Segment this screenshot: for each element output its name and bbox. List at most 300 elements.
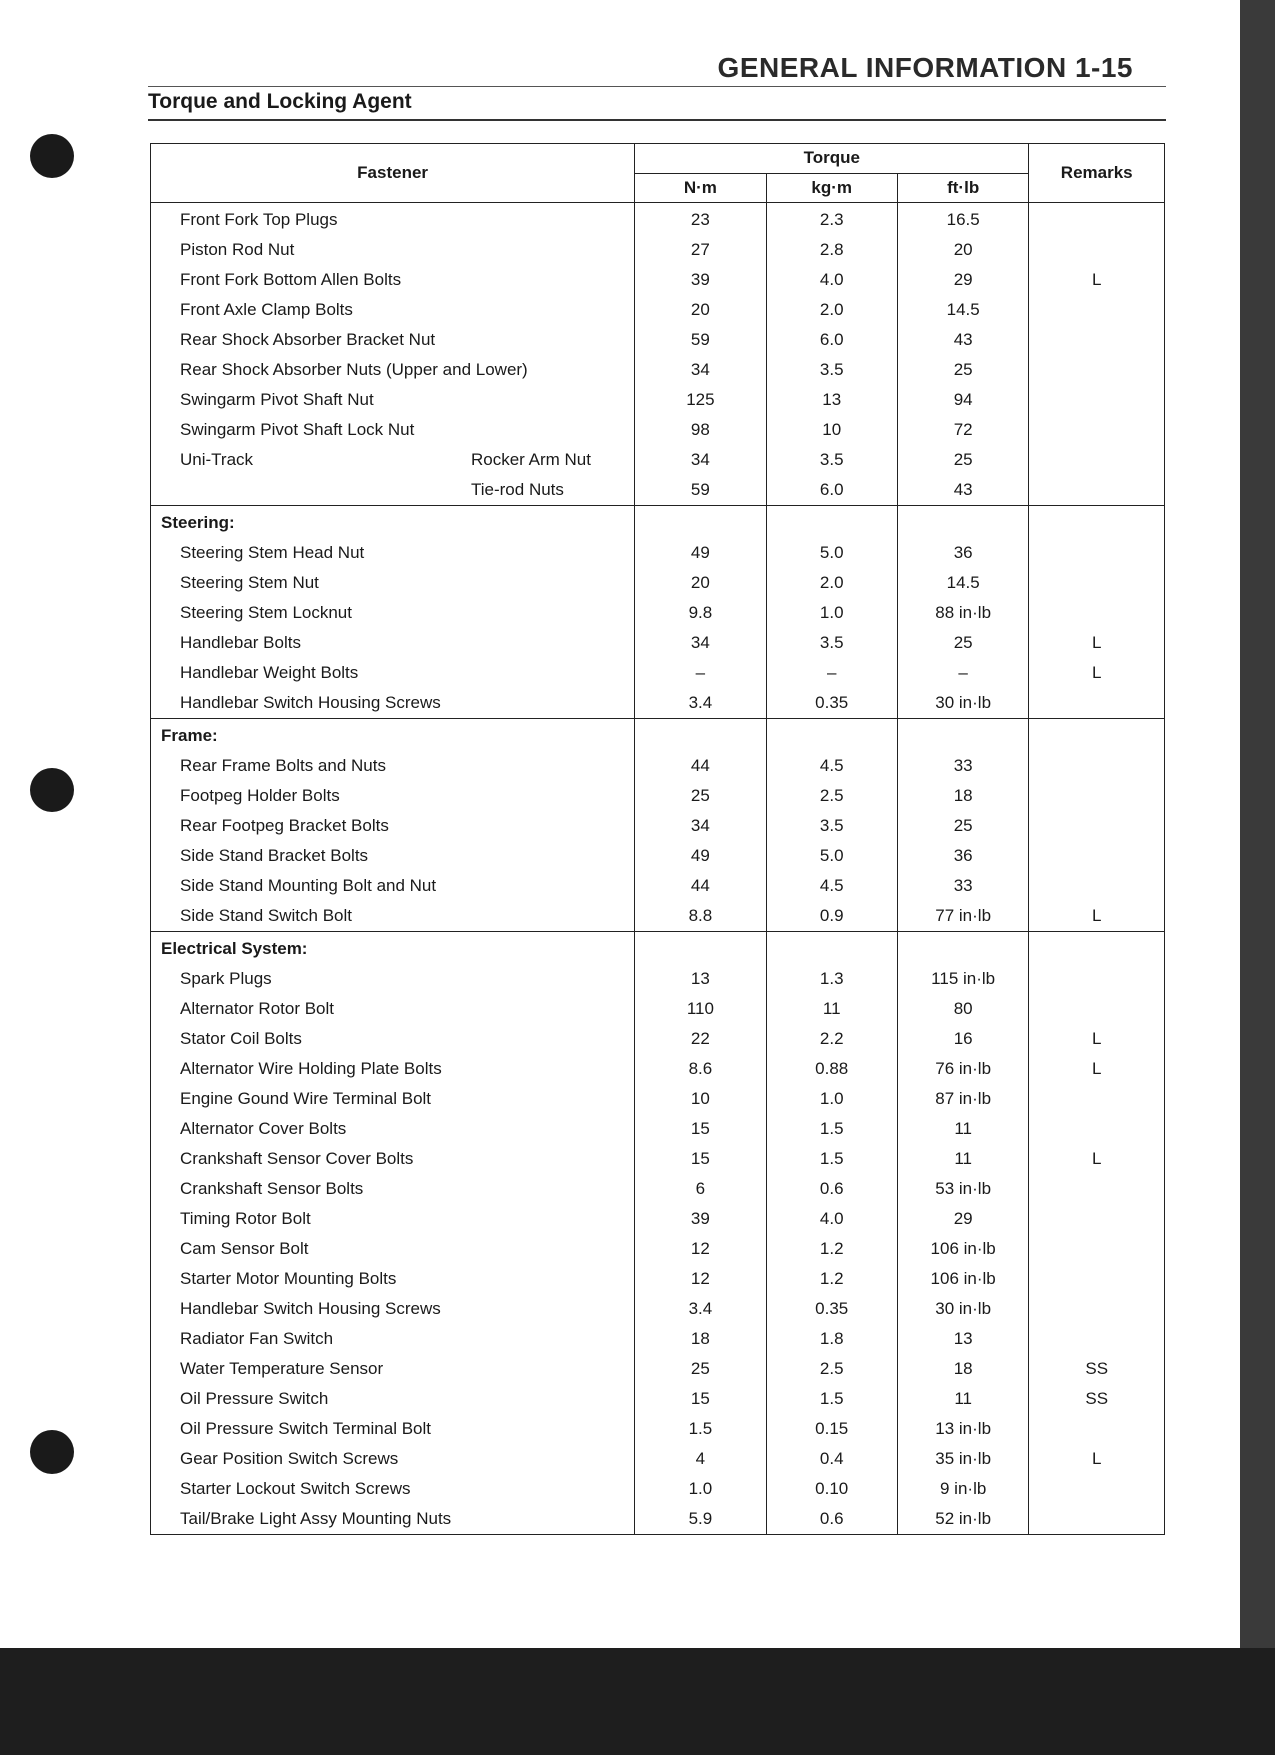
remarks-cell <box>1029 1264 1165 1294</box>
fastener-name: Gear Position Switch Screws <box>180 1449 399 1468</box>
torque-kgm-cell: 3.5 <box>766 811 897 841</box>
remarks-cell <box>1029 871 1165 901</box>
torque-kgm-cell: 2.0 <box>766 568 897 598</box>
remarks-cell <box>1029 1474 1165 1504</box>
torque-kgm-cell: 6.0 <box>766 475 897 506</box>
fastener-name: Starter Motor Mounting Bolts <box>180 1269 397 1288</box>
fastener-name: Radiator Fan Switch <box>180 1329 334 1348</box>
torque-kgm-cell: 1.5 <box>766 1384 897 1414</box>
torque-nm-cell: 34 <box>635 628 766 658</box>
torque-ftlb-cell: 14.5 <box>897 568 1029 598</box>
fastener-name: Alternator Wire Holding Plate Bolts <box>180 1059 442 1078</box>
torque-nm-cell: 20 <box>635 295 766 325</box>
fastener-name: Alternator Cover Bolts <box>180 1119 347 1138</box>
table-row <box>151 1444 1165 1474</box>
fastener-cell <box>151 265 635 295</box>
torque-kgm-cell: 1.5 <box>766 1114 897 1144</box>
fastener-name: Starter Lockout Switch Screws <box>180 1479 411 1498</box>
torque-kgm-cell: 2.5 <box>766 1354 897 1384</box>
fastener-cell <box>151 658 635 688</box>
torque-kgm-cell: 0.9 <box>766 901 897 932</box>
table-row <box>151 598 1165 628</box>
empty-cell <box>766 506 897 539</box>
torque-kgm-cell: 10 <box>766 415 897 445</box>
binder-hole <box>30 134 74 178</box>
empty-cell <box>897 719 1029 752</box>
remarks-cell: L <box>1029 658 1165 688</box>
torque-ftlb-cell: 30 in·lb <box>897 1294 1029 1324</box>
remarks-cell <box>1029 598 1165 628</box>
section-divider <box>148 119 1166 121</box>
torque-ftlb-cell: 30 in·lb <box>897 688 1029 719</box>
remarks-cell <box>1029 445 1165 475</box>
torque-kgm-cell: 4.5 <box>766 871 897 901</box>
table-row <box>151 1354 1165 1384</box>
fastener-name: Rear Shock Absorber Bracket Nut <box>180 330 436 349</box>
torque-kgm-cell: 0.35 <box>766 688 897 719</box>
torque-nm-cell: 8.8 <box>635 901 766 932</box>
fastener-name: Steering Stem Head Nut <box>180 543 365 562</box>
empty-cell <box>766 719 897 752</box>
fastener-cell <box>151 811 635 841</box>
torque-nm-cell: 59 <box>635 475 766 506</box>
torque-kgm-cell: 0.15 <box>766 1414 897 1444</box>
fastener-cell <box>151 841 635 871</box>
remarks-cell: SS <box>1029 1354 1165 1384</box>
remarks-cell <box>1029 415 1165 445</box>
torque-kgm-cell: 4.5 <box>766 751 897 781</box>
fastener-cell <box>151 598 635 628</box>
remarks-cell <box>1029 235 1165 265</box>
column-header-nm: N·m <box>635 173 766 203</box>
remarks-cell <box>1029 568 1165 598</box>
torque-ftlb-cell: 25 <box>897 628 1029 658</box>
fastener-name: Front Fork Bottom Allen Bolts <box>180 270 402 289</box>
torque-ftlb-cell: 94 <box>897 385 1029 415</box>
fastener-name: Footpeg Holder Bolts <box>180 786 340 805</box>
torque-kgm-cell: 0.6 <box>766 1174 897 1204</box>
fastener-cell <box>151 385 635 415</box>
torque-ftlb-cell: 13 in·lb <box>897 1414 1029 1444</box>
fastener-name: Handlebar Bolts <box>180 633 301 652</box>
binder-hole <box>30 768 74 812</box>
table-row <box>151 538 1165 568</box>
empty-cell <box>766 932 897 965</box>
torque-ftlb-cell: 18 <box>897 1354 1029 1384</box>
fastener-cell <box>151 1384 635 1414</box>
torque-nm-cell: 44 <box>635 751 766 781</box>
table-row <box>151 1024 1165 1054</box>
torque-ftlb-cell: 76 in·lb <box>897 1054 1029 1084</box>
torque-kgm-cell: 4.0 <box>766 265 897 295</box>
remarks-cell <box>1029 295 1165 325</box>
fastener-name: Tail/Brake Light Assy Mounting Nuts <box>180 1509 452 1528</box>
torque-nm-cell: 5.9 <box>635 1504 766 1535</box>
torque-ftlb-cell: 25 <box>897 445 1029 475</box>
torque-nm-cell: 10 <box>635 1084 766 1114</box>
torque-kgm-cell: 3.5 <box>766 445 897 475</box>
fastener-cell <box>151 1414 635 1444</box>
table-row <box>151 385 1165 415</box>
table-group <box>151 203 1165 506</box>
table-row <box>151 841 1165 871</box>
fastener-cell <box>151 1234 635 1264</box>
remarks-cell <box>1029 203 1165 236</box>
remarks-cell <box>1029 538 1165 568</box>
fastener-cell <box>151 538 635 568</box>
torque-kgm-cell: 4.0 <box>766 1204 897 1234</box>
torque-nm-cell: 44 <box>635 871 766 901</box>
torque-kgm-cell: 3.5 <box>766 355 897 385</box>
fastener-name: Side Stand Switch Bolt <box>180 906 352 925</box>
torque-nm-cell: 23 <box>635 203 766 236</box>
torque-ftlb-cell: 25 <box>897 355 1029 385</box>
torque-nm-cell: 1.0 <box>635 1474 766 1504</box>
binder-hole <box>30 1430 74 1474</box>
torque-nm-cell: 4 <box>635 1444 766 1474</box>
torque-nm-cell: 125 <box>635 385 766 415</box>
table-row <box>151 1144 1165 1174</box>
torque-ftlb-cell: 36 <box>897 538 1029 568</box>
empty-cell <box>635 506 766 539</box>
torque-nm-cell: 27 <box>635 235 766 265</box>
fastener-cell <box>151 1084 635 1114</box>
torque-kgm-cell: 1.0 <box>766 598 897 628</box>
section-title: Torque and Locking Agent <box>148 90 412 113</box>
torque-ftlb-cell: – <box>897 658 1029 688</box>
torque-kgm-cell: 1.8 <box>766 1324 897 1354</box>
torque-nm-cell: 12 <box>635 1264 766 1294</box>
fastener-cell <box>151 415 635 445</box>
fastener-cell <box>151 1114 635 1144</box>
fastener-cell <box>151 1294 635 1324</box>
table-row <box>151 1054 1165 1084</box>
torque-kgm-cell: 0.88 <box>766 1054 897 1084</box>
table-row <box>151 688 1165 719</box>
torque-ftlb-cell: 53 in·lb <box>897 1174 1029 1204</box>
table-row <box>151 295 1165 325</box>
fastener-name: Crankshaft Sensor Cover Bolts <box>180 1149 414 1168</box>
table-row <box>151 325 1165 355</box>
remarks-cell <box>1029 964 1165 994</box>
category-label: Electrical System: <box>151 932 635 965</box>
table-row <box>151 1324 1165 1354</box>
fastener-cell <box>151 475 635 506</box>
remarks-cell <box>1029 811 1165 841</box>
empty-cell <box>1029 719 1165 752</box>
torque-nm-cell: 25 <box>635 781 766 811</box>
column-header-fastener: Fastener <box>151 144 635 203</box>
fastener-cell <box>151 295 635 325</box>
table-row <box>151 658 1165 688</box>
header-divider <box>148 86 1166 87</box>
fastener-name: Engine Gound Wire Terminal Bolt <box>180 1089 432 1108</box>
torque-ftlb-cell: 106 in·lb <box>897 1234 1029 1264</box>
fastener-name: Handlebar Switch Housing Screws <box>180 1299 441 1318</box>
torque-ftlb-cell: 13 <box>897 1324 1029 1354</box>
torque-ftlb-cell: 72 <box>897 415 1029 445</box>
fastener-cell <box>151 901 635 932</box>
table-row <box>151 781 1165 811</box>
torque-nm-cell: 34 <box>635 811 766 841</box>
remarks-cell <box>1029 841 1165 871</box>
torque-ftlb-cell: 11 <box>897 1384 1029 1414</box>
torque-ftlb-cell: 35 in·lb <box>897 1444 1029 1474</box>
fastener-name: Piston Rod Nut <box>180 240 295 259</box>
torque-ftlb-cell: 43 <box>897 475 1029 506</box>
fastener-cell <box>151 1204 635 1234</box>
fastener-cell <box>151 1444 635 1474</box>
torque-nm-cell: 20 <box>635 568 766 598</box>
torque-kgm-cell: 2.2 <box>766 1024 897 1054</box>
table-row <box>151 901 1165 932</box>
fastener-name: Handlebar Switch Housing Screws <box>180 693 441 712</box>
fastener-name: Steering Stem Nut <box>180 573 319 592</box>
table-row <box>151 1504 1165 1535</box>
fastener-cell <box>151 964 635 994</box>
fastener-name: Cam Sensor Bolt <box>180 1239 309 1258</box>
torque-ftlb-cell: 20 <box>897 235 1029 265</box>
table-row <box>151 628 1165 658</box>
fastener-name: Rear Shock Absorber Nuts (Upper and Lower) <box>180 360 528 379</box>
fastener-name: Front Fork Top Plugs <box>180 210 338 229</box>
fastener-cell <box>151 1024 635 1054</box>
page-title: GENERAL INFORMATION 1-15 <box>717 52 1133 83</box>
torque-nm-cell: – <box>635 658 766 688</box>
torque-kgm-cell: 0.35 <box>766 1294 897 1324</box>
torque-nm-cell: 13 <box>635 964 766 994</box>
torque-kgm-cell: 2.3 <box>766 203 897 236</box>
torque-kgm-cell: 3.5 <box>766 628 897 658</box>
torque-kgm-cell: 11 <box>766 994 897 1024</box>
remarks-cell <box>1029 1234 1165 1264</box>
torque-kgm-cell: 1.2 <box>766 1264 897 1294</box>
fastener-cell <box>151 1354 635 1384</box>
torque-ftlb-cell: 29 <box>897 265 1029 295</box>
remarks-cell <box>1029 475 1165 506</box>
table-row <box>151 994 1165 1024</box>
remarks-cell <box>1029 781 1165 811</box>
torque-table <box>150 143 1165 1535</box>
fastener-cell <box>151 871 635 901</box>
torque-ftlb-cell: 33 <box>897 751 1029 781</box>
remarks-cell <box>1029 688 1165 719</box>
torque-nm-cell: 59 <box>635 325 766 355</box>
remarks-cell <box>1029 385 1165 415</box>
torque-nm-cell: 22 <box>635 1024 766 1054</box>
fastener-name: Oil Pressure Switch <box>180 1389 329 1408</box>
remarks-cell <box>1029 994 1165 1024</box>
fastener-name: Uni-Track <box>180 450 254 469</box>
table-row <box>151 1474 1165 1504</box>
empty-cell <box>1029 506 1165 539</box>
table-group <box>151 932 1165 1535</box>
fastener-name: Rear Footpeg Bracket Bolts <box>180 816 389 835</box>
torque-nm-cell: 1.5 <box>635 1414 766 1444</box>
scan-edge <box>1240 0 1275 1648</box>
fastener-cell <box>151 994 635 1024</box>
category-row <box>151 932 1165 965</box>
remarks-cell <box>1029 1114 1165 1144</box>
remarks-cell <box>1029 1414 1165 1444</box>
fastener-name: Front Axle Clamp Bolts <box>180 300 353 319</box>
remarks-cell <box>1029 751 1165 781</box>
table-row <box>151 964 1165 994</box>
table-row <box>151 475 1165 506</box>
torque-kgm-cell: – <box>766 658 897 688</box>
fastener-cell <box>151 1264 635 1294</box>
torque-ftlb-cell: 115 in·lb <box>897 964 1029 994</box>
fastener-name: Spark Plugs <box>180 969 272 988</box>
fastener-name: Rear Frame Bolts and Nuts <box>180 756 386 775</box>
fastener-cell <box>151 445 635 475</box>
column-header-kgm: kg·m <box>766 173 897 203</box>
fastener-name: Oil Pressure Switch Terminal Bolt <box>180 1419 431 1438</box>
fastener-name: Crankshaft Sensor Bolts <box>180 1179 364 1198</box>
table-row <box>151 203 1165 236</box>
torque-nm-cell: 110 <box>635 994 766 1024</box>
fastener-cell <box>151 1054 635 1084</box>
fastener-cell <box>151 1144 635 1174</box>
remarks-cell: L <box>1029 1024 1165 1054</box>
torque-ftlb-cell: 33 <box>897 871 1029 901</box>
fastener-name: Stator Coil Bolts <box>180 1029 302 1048</box>
table-row <box>151 1384 1165 1414</box>
table-row <box>151 568 1165 598</box>
fastener-name: Side Stand Mounting Bolt and Nut <box>180 876 437 895</box>
remarks-cell: SS <box>1029 1384 1165 1414</box>
fastener-cell <box>151 1474 635 1504</box>
torque-kgm-cell: 0.10 <box>766 1474 897 1504</box>
fastener-name: Swingarm Pivot Shaft Nut <box>180 390 374 409</box>
torque-nm-cell: 34 <box>635 445 766 475</box>
torque-kgm-cell: 2.5 <box>766 781 897 811</box>
remarks-cell <box>1029 1084 1165 1114</box>
table-row <box>151 265 1165 295</box>
remarks-cell: L <box>1029 265 1165 295</box>
empty-cell <box>1029 932 1165 965</box>
table-row <box>151 355 1165 385</box>
remarks-cell <box>1029 1324 1165 1354</box>
torque-nm-cell: 9.8 <box>635 598 766 628</box>
table-row <box>151 1264 1165 1294</box>
column-header-remarks: Remarks <box>1029 144 1165 203</box>
fastener-cell <box>151 568 635 598</box>
fastener-name: Alternator Rotor Bolt <box>180 999 335 1018</box>
fastener-cell <box>151 355 635 385</box>
remarks-cell: L <box>1029 1144 1165 1174</box>
column-header-ftlb: ft·lb <box>897 173 1029 203</box>
torque-kgm-cell: 5.0 <box>766 841 897 871</box>
fastener-cell <box>151 235 635 265</box>
torque-kgm-cell: 6.0 <box>766 325 897 355</box>
category-row <box>151 719 1165 752</box>
remarks-cell <box>1029 325 1165 355</box>
fastener-name: Side Stand Bracket Bolts <box>180 846 369 865</box>
empty-cell <box>897 932 1029 965</box>
torque-nm-cell: 15 <box>635 1114 766 1144</box>
torque-nm-cell: 25 <box>635 1354 766 1384</box>
remarks-cell: L <box>1029 628 1165 658</box>
torque-ftlb-cell: 77 in·lb <box>897 901 1029 932</box>
fastener-name: Timing Rotor Bolt <box>180 1209 311 1228</box>
remarks-cell <box>1029 1504 1165 1535</box>
torque-kgm-cell: 0.4 <box>766 1444 897 1474</box>
empty-cell <box>635 932 766 965</box>
fastener-cell <box>151 1324 635 1354</box>
fastener-cell <box>151 325 635 355</box>
table-row <box>151 1174 1165 1204</box>
table-row <box>151 1084 1165 1114</box>
torque-nm-cell: 39 <box>635 265 766 295</box>
table-group <box>151 506 1165 719</box>
torque-nm-cell: 3.4 <box>635 1294 766 1324</box>
torque-kgm-cell: 1.0 <box>766 1084 897 1114</box>
torque-nm-cell: 39 <box>635 1204 766 1234</box>
fastener-cell <box>151 203 635 236</box>
torque-nm-cell: 12 <box>635 1234 766 1264</box>
remarks-cell <box>1029 1204 1165 1234</box>
table-row <box>151 811 1165 841</box>
torque-nm-cell: 98 <box>635 415 766 445</box>
torque-ftlb-cell: 106 in·lb <box>897 1264 1029 1294</box>
category-label: Steering: <box>151 506 635 539</box>
torque-kgm-cell: 2.8 <box>766 235 897 265</box>
torque-ftlb-cell: 11 <box>897 1114 1029 1144</box>
torque-ftlb-cell: 16.5 <box>897 203 1029 236</box>
torque-kgm-cell: 1.3 <box>766 964 897 994</box>
torque-nm-cell: 8.6 <box>635 1054 766 1084</box>
torque-ftlb-cell: 88 in·lb <box>897 598 1029 628</box>
fastener-cell <box>151 751 635 781</box>
torque-nm-cell: 15 <box>635 1384 766 1414</box>
table-row <box>151 1414 1165 1444</box>
fastener-cell <box>151 1504 635 1535</box>
fastener-subitem: Tie-rod Nuts <box>471 480 564 499</box>
torque-nm-cell: 6 <box>635 1174 766 1204</box>
torque-kgm-cell: 1.2 <box>766 1234 897 1264</box>
fastener-subitem: Rocker Arm Nut <box>471 450 591 469</box>
torque-ftlb-cell: 52 in·lb <box>897 1504 1029 1535</box>
torque-ftlb-cell: 87 in·lb <box>897 1084 1029 1114</box>
table-row <box>151 871 1165 901</box>
remarks-cell <box>1029 1174 1165 1204</box>
table-row <box>151 1204 1165 1234</box>
column-header-torque: Torque <box>635 144 1029 174</box>
table-row <box>151 1294 1165 1324</box>
torque-nm-cell: 49 <box>635 841 766 871</box>
torque-kgm-cell: 2.0 <box>766 295 897 325</box>
torque-kgm-cell: 5.0 <box>766 538 897 568</box>
torque-ftlb-cell: 29 <box>897 1204 1029 1234</box>
torque-ftlb-cell: 16 <box>897 1024 1029 1054</box>
torque-nm-cell: 49 <box>635 538 766 568</box>
torque-ftlb-cell: 36 <box>897 841 1029 871</box>
remarks-cell: L <box>1029 901 1165 932</box>
remarks-cell <box>1029 355 1165 385</box>
empty-cell <box>635 719 766 752</box>
torque-nm-cell: 15 <box>635 1144 766 1174</box>
torque-ftlb-cell: 14.5 <box>897 295 1029 325</box>
fastener-name: Handlebar Weight Bolts <box>180 663 359 682</box>
table-row <box>151 415 1165 445</box>
fastener-cell <box>151 781 635 811</box>
fastener-cell <box>151 1174 635 1204</box>
table-group <box>151 719 1165 932</box>
category-row <box>151 506 1165 539</box>
fastener-name: Swingarm Pivot Shaft Lock Nut <box>180 420 415 439</box>
remarks-cell <box>1029 1294 1165 1324</box>
